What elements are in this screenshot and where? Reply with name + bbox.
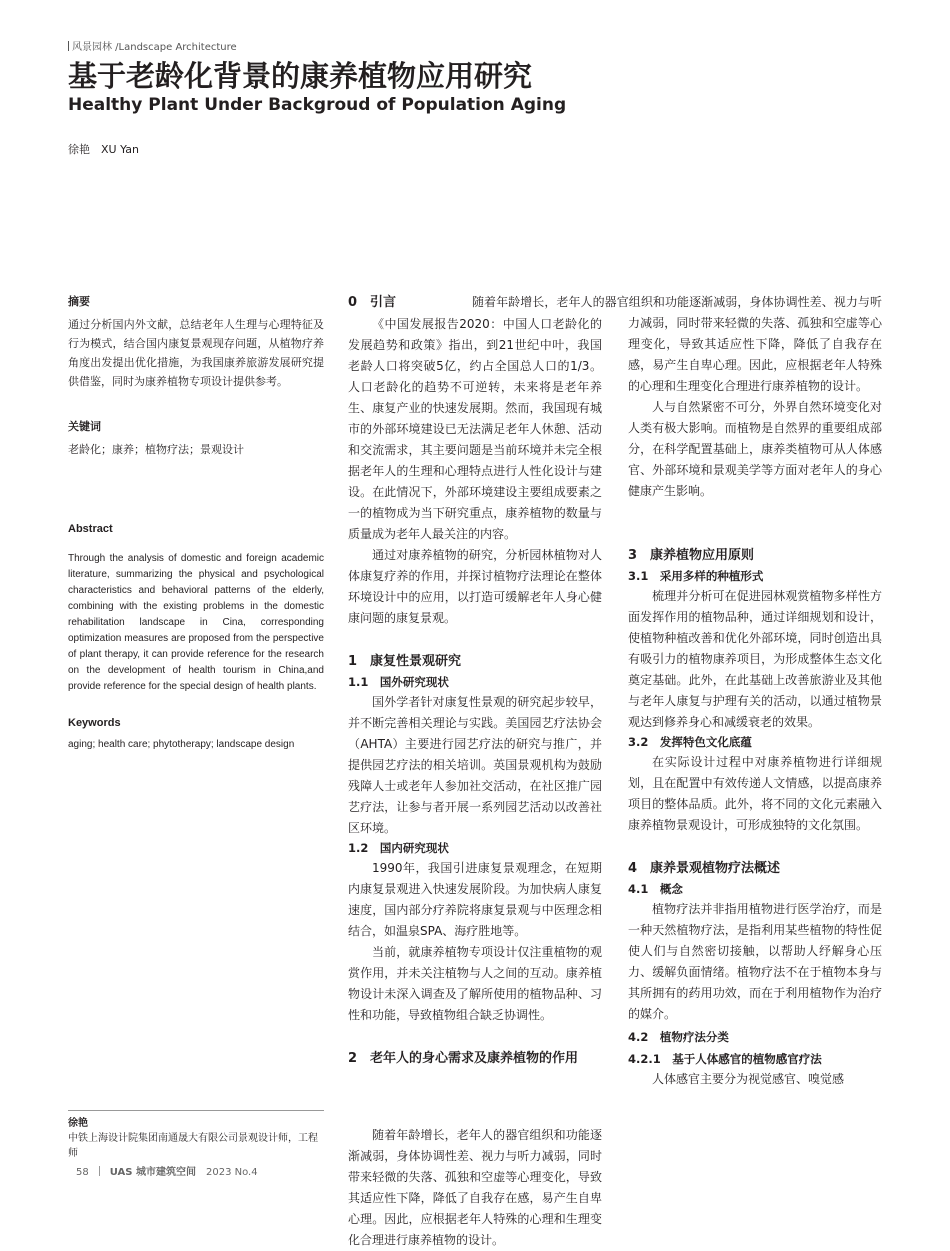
section-1-2-paragraph: 1990年，我国引进康复景观理念，在短期内康复景观进入快速发展阶段。为加快病人康复速度，国内部分疗养院将康复景观与中医理念相结合，如温泉SPA、海疗胜地等。 [348, 861, 602, 938]
body-column-middle [348, 292, 602, 1070]
abstract-en-heading: Abstract [68, 523, 113, 535]
section-4-title: 4 康养景观植物疗法概述 [628, 861, 781, 876]
keywords-cn-heading: 关键词 [68, 420, 101, 433]
section-1-2-title: 1.2 国内研究现状 [348, 841, 449, 855]
body-column-right-top [472, 292, 882, 522]
affiliation-detail: 中铁上海设计院集团南通晟大有限公司景观设计师，工程师 [68, 1133, 318, 1159]
running-header [68, 38, 237, 53]
section-1-2-paragraph: 当前，就康养植物专项设计仅注重植物的观赏作用，并未关注植物与人之间的互动。康养植物设计未深入调查及了解所使用的植物品种、习性和功能，导致植物组合缺乏协调性。 [348, 945, 602, 1022]
section-0-paragraph: 通过对康养植物的研究，分析园林植物对人体康复疗养的作用，并探讨植物疗法理论在整体环境设计中的应用，以打造可缓解老年人身心健康问题的康复景观。 [348, 548, 602, 625]
section-4-2-1-title: 4.2.1 基于人体感官的植物感官疗法 [628, 1052, 822, 1066]
section-2-title: 2 老年人的身心需求及康养植物的作用 [348, 1051, 579, 1066]
section-3-1-paragraph: 梳理并分析可在促进园林观赏植物多样性方面发挥作用的植物品种，通过详细规划和设计，使植物种植改善和优化外部环境，同时创造出具有吸引力的植物康养项目，为形成整体生态文化奠定基础。此外，在此基础上改善旅游业及其他与老年人康复与护理有关的活动，以通过植物景观达到修养身心和减缓衰老的效果。 [628, 589, 882, 729]
title-chinese: 基于老龄化背景的康养植物应用研究 [68, 59, 533, 93]
title-english: Healthy Plant Under Backgroud of Population Aging [68, 95, 567, 115]
section-2-paragraph-start: 随着年龄增长，老年人的器官组织和功能逐渐减弱，身体协调性差、视力与听力减弱，同时带来轻微的失落、孤独和空虚等心理变化，导致其适应性下降，降低了自我存在感，易产生自卑心理。因此，应根据老年人特殊的心理和生理变化合理进行康养植物的设计。 [348, 1128, 602, 1247]
section-3-1-title: 3.1 采用多样的种植形式 [628, 569, 764, 583]
affiliation-name: 徐艳 [68, 1118, 88, 1129]
body-column-right [628, 545, 882, 1090]
section-4-2-title: 4.2 植物疗法分类 [628, 1030, 729, 1044]
section-3-2-title: 3.2 发挥特色文化底蕴 [628, 735, 752, 749]
section-2-paragraph-cont: 随着年龄增长，老年人的器官组织和功能逐渐减弱，身体协调性差、视力与听力减弱，同时带来轻微的失落、孤独和空虚等心理变化，导致其适应性下降，降低了自我存在感，易产生自卑心理。因此，应根据老年人特殊的心理和生理变化合理进行康养植物的设计。 [472, 295, 882, 393]
footer-separator [99, 1166, 100, 1176]
abstract-en-text: Through the analysis of domestic and foreign academic literature, summarizing the physical and psychological characteristics and behavioral patterns of the elderly, combining with the existing problems in the domestic rehabilitation landscape in Cina, corresponding optimization measures are proposed from the perspective of plant therapy, it can provide reference for the research on the development of health tourism in China,and provide reference for the special design of health plants. [68, 553, 324, 692]
section-label: 风景园林 /Landscape Architecture [72, 42, 237, 53]
section-4-1-title: 4.1 概念 [628, 882, 683, 896]
section-1-1-title: 1.1 国外研究现状 [348, 675, 449, 689]
section-4-1-paragraph: 植物疗法并非指用植物进行医学治疗，而是一种天然植物疗法，是指利用某些植物的特性促使人们与自然密切接触，以帮助人纾解身心压力、缓解负面情绪。植物疗法不在于植物本身与其所拥有的药用功效，而在于利用植物作为治疗的媒介。 [628, 902, 882, 1021]
abstract-column [68, 292, 324, 753]
section-3-title: 3 康养植物应用原则 [628, 548, 755, 563]
page-number: 58 [76, 1167, 89, 1178]
section-2-paragraph: 人与自然紧密不可分，外界自然环境变化对人类有极大影响。而植物是自然界的重要组成部分，在科学配置基础上，康养类植物可从人体感官、外部环境和景观美学等方面对老年人的身心健康产生影响。 [628, 400, 882, 498]
section-4-2-1-paragraph: 人体感官主要分为视觉感官、嗅觉感 [652, 1072, 845, 1086]
journal-logo: UAS 城市建筑空间 [109, 1167, 196, 1178]
author-affiliation [68, 1110, 324, 1161]
author: 徐艳 XU Yan [68, 143, 140, 156]
section-0-paragraph: 《中国发展报告2020：中国人口老龄化的发展趋势和政策》指出，到21世纪中叶，我国老龄人口将突破5亿，约占全国总人口的1/3。人口老龄化的趋势不可逆转，未来将是老年养生、康复产业的快速发展期。然而，我国现有城市的外部环境建设已无法满足老年人休憩、活动和交流需求，其主要问题是当前环境并未完全根据老年人的生理和心理特点进行人性化设计与建设。在此情况下，外部环境建设主要组成要素之一的植物成为当下研究重点，康养植物的数量与质量成为老年人最关注的内容。 [348, 317, 602, 541]
abstract-cn-heading: 摘要 [68, 295, 90, 308]
section-2-start [348, 1125, 602, 1247]
keywords-cn-text: 老龄化；康养；植物疗法；景观设计 [68, 443, 244, 456]
journal-issue: 2023 No.4 [205, 1167, 258, 1178]
keywords-en-heading: Keywords [68, 717, 121, 729]
keywords-en-text: aging; health care; phytotherapy; landscape design [68, 739, 295, 750]
header-bar [68, 41, 69, 51]
section-0-title: 0 引言 [348, 295, 397, 310]
section-3-2-paragraph: 在实际设计过程中对康养植物进行详细规划，且在配置中有效传递人文情感，以提高康养项目的整体品质。此外，将不同的文化元素融入康养植物景观设计，可形成独特的文化氛围。 [628, 755, 882, 832]
page-footer [76, 1163, 258, 1178]
abstract-cn-text: 通过分析国内外文献，总结老年人生理与心理特征及行为模式，结合国内康复景观现存问题，从植物疗养角度出发提出优化措施，为我国康养旅游发展研究提供借鉴，同时为康养植物专项设计提供参考。 [68, 318, 324, 388]
section-1-title: 1 康复性景观研究 [348, 654, 462, 669]
section-1-1-paragraph: 国外学者针对康复性景观的研究起步较早，并不断完善相关理论与实践。美国园艺疗法协会（AHTA）主要进行园艺疗法的研究与推广，并提供园艺疗法的相关培训。英国景观机构为鼓励残障人士或老年人参加社交活动，在社区推广园艺疗法，让参与者开展一系列园艺活动以改善社区环境。 [348, 695, 602, 835]
